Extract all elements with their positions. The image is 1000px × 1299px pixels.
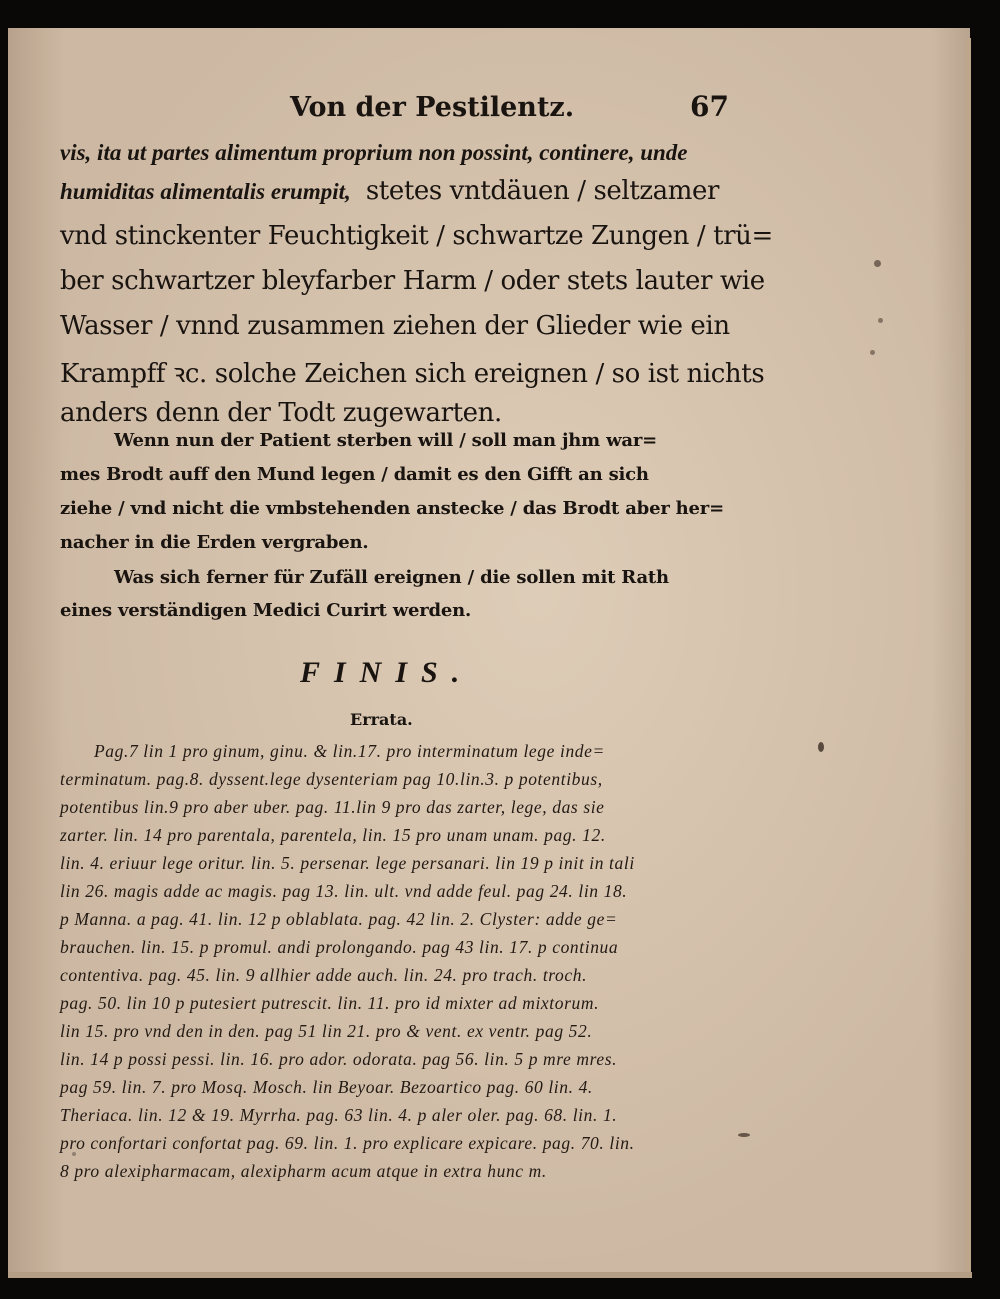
errata-line: 8 pro alexipharmacam, alexipharm acum atque in extra hunc m. [60, 1161, 547, 1181]
page-edge-bottom [8, 1272, 972, 1278]
paper-speck [818, 742, 824, 752]
errata-line: potentibus lin.9 pro aber uber. pag. 11.lin 9 pro das zarter, lege, das sie [60, 797, 605, 817]
text-line-5: Wasser / vnnd zusammen ziehen der Glieder wie ein [60, 311, 730, 341]
paper-speck [874, 260, 881, 267]
errata-line: terminatum. pag.8. dyssent.lege dysenteriam pag 10.lin.3. p potentibus, [60, 769, 603, 789]
book-page [8, 28, 970, 1278]
para2-line-4: nacher in die Erden vergraben. [60, 532, 369, 553]
page-edge-right [965, 38, 971, 1274]
errata-line: Theriaca. lin. 12 & 19. Myrrha. pag. 63 lin. 4. p aler oler. pag. 68. lin. 1. [60, 1105, 618, 1125]
para2-line-2: mes Brodt auff den Mund legen / damit es den Gifft an sich [60, 464, 649, 485]
errata-line: lin. 14 p possi pessi. lin. 16. pro ador. odorata. pag 56. lin. 5 p mre mres. [60, 1049, 618, 1069]
text-line-2 [60, 176, 719, 206]
text-line-4: ber schwartzer bleyfarber Harm / oder stets lauter wie [60, 266, 765, 296]
paper-speck [72, 1152, 76, 1156]
errata-line: lin 26. magis adde ac magis. pag 13. lin. ult. vnd adde feul. pag 24. lin 18. [60, 881, 628, 901]
text-line-2-german: stetes vntdäuen / seltzamer [365, 176, 720, 206]
errata-line: contentiva. pag. 45. lin. 9 allhier adde auch. lin. 24. pro trach. troch. [60, 965, 588, 985]
paper-speck [738, 1133, 750, 1137]
paper-speck [870, 350, 875, 355]
errata-line: pro confortari confortat pag. 69. lin. 1. pro explicare expicare. pag. 70. lin. [60, 1133, 635, 1153]
errata-title: Errata. [350, 710, 413, 729]
text-line-latin-1: vis, ita ut partes alimentum proprium non possint, continere, unde [60, 140, 688, 165]
errata-line: Pag.7 lin 1 pro ginum, ginu. & lin.17. pro interminatum lege inde= [94, 741, 605, 761]
errata-line: pag 59. lin. 7. pro Mosq. Mosch. lin Beyoar. Bezoartico pag. 60 lin. 4. [60, 1077, 593, 1097]
errata-line: pag. 50. lin 10 p putesiert putrescit. lin. 11. pro id mixter ad mixtorum. [60, 993, 600, 1013]
paper-speck [878, 318, 883, 323]
para2-line-1: Wenn nun der Patient sterben will / soll man jhm war= [114, 430, 658, 451]
text-line-7: anders denn der Todt zugewarten. [60, 398, 502, 428]
finis-heading: FINIS. [300, 656, 474, 689]
text-line-3: vnd stinckenter Feuchtigkeit / schwartze Zungen / trü= [60, 221, 773, 251]
errata-line: lin 15. pro vnd den in den. pag 51 lin 21. pro & vent. ex ventr. pag 52. [60, 1021, 593, 1041]
para2-line-3: ziehe / vnd nicht die vmbstehenden anstecke / das Brodt aber her= [60, 498, 724, 519]
text-line-6: Krampff ꝛc. solche Zeichen sich ereignen / so ist nichts [60, 359, 765, 389]
running-title: Von der Pestilentz. [290, 92, 575, 123]
errata-line: lin. 4. eriuur lege oritur. lin. 5. persenar. lege persanari. lin 19 p init in tali [60, 853, 635, 873]
errata-line: zarter. lin. 14 pro parentala, parentela, lin. 15 pro unam unam. pag. 12. [60, 825, 606, 845]
text-line-2-latin: humiditas alimentalis erumpit, [60, 179, 351, 204]
para3-line-2: eines verständigen Medici Curirt werden. [60, 600, 472, 621]
errata-line: brauchen. lin. 15. p promul. andi prolongando. pag 43 lin. 17. p continua [60, 937, 619, 957]
para3-line-1: Was sich ferner für Zufäll ereignen / die sollen mit Rath [114, 567, 669, 588]
page-number: 67 [690, 90, 729, 123]
errata-line: p Manna. a pag. 41. lin. 12 p oblablata. pag. 42 lin. 2. Clyster: adde ge= [60, 909, 618, 929]
